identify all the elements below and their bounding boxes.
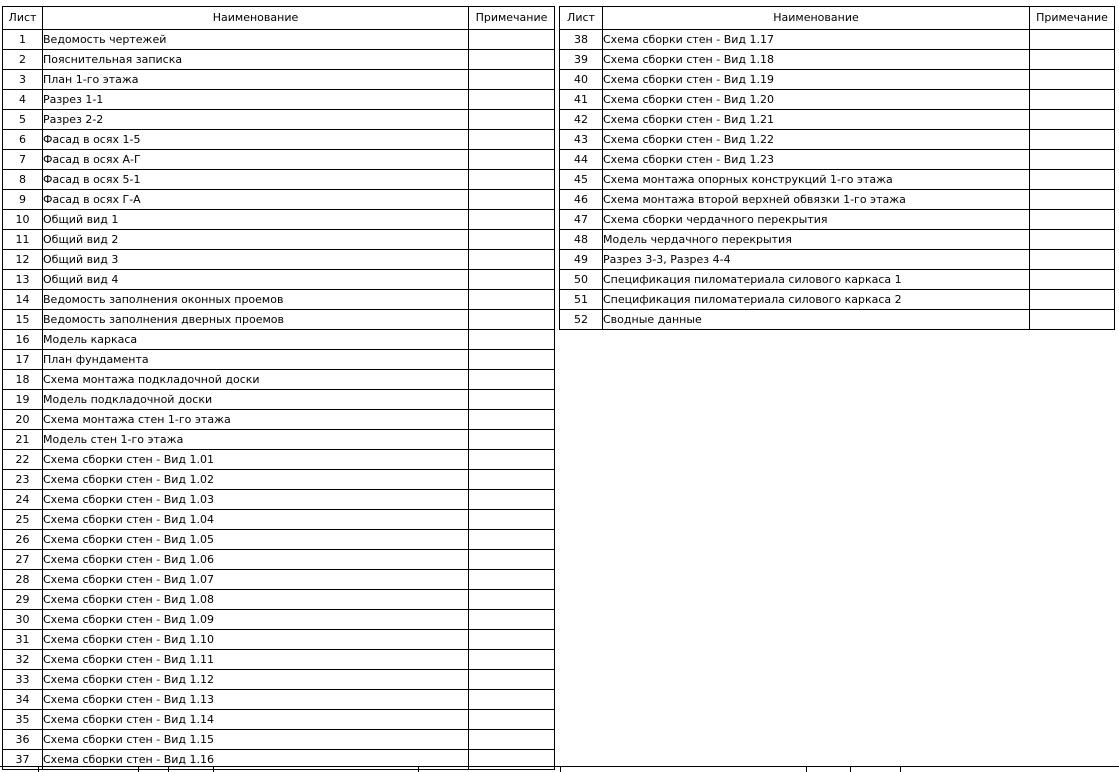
note-cell [469,110,555,130]
sheet-name-cell: Ведомость заполнения оконных проемов [43,290,469,310]
sheet-name-cell: Разрез 1-1 [43,90,469,110]
note-cell [1030,130,1115,150]
sheet-number-cell: 43 [560,130,603,150]
sheet-number-cell: 3 [3,70,43,90]
sheet-number-cell: 21 [3,430,43,450]
sheet-name-cell: Схема сборки стен - Вид 1.10 [43,630,469,650]
sheet-number-cell: 45 [560,170,603,190]
sheet-name-cell: Общий вид 1 [43,210,469,230]
sheet-number-cell: 2 [3,50,43,70]
header-note: Примечание [469,7,555,30]
title-block-edge [0,766,1119,772]
note-cell [1030,70,1115,90]
table-row [3,630,555,650]
table-row [560,90,1115,110]
table-row [560,270,1115,290]
sheet-name-cell: Разрез 2-2 [43,110,469,130]
table-row [3,210,555,230]
sheet-name-cell: Спецификация пиломатериала силового каркаса 2 [603,290,1030,310]
header-sheet: Лист [560,7,603,30]
note-cell [469,510,555,530]
header-name: Наименование [603,7,1030,30]
note-cell [469,710,555,730]
note-cell [469,590,555,610]
sheet-number-cell: 6 [3,130,43,150]
note-cell [469,50,555,70]
table-row [560,70,1115,90]
sheet-name-cell: Фасад в осях А-Г [43,150,469,170]
table-row [3,470,555,490]
note-cell [469,290,555,310]
sheet-number-cell: 11 [3,230,43,250]
note-cell [1030,230,1115,250]
sheet-number-cell: 31 [3,630,43,650]
sheet-name-cell: Общий вид 3 [43,250,469,270]
note-cell [469,370,555,390]
note-cell [1030,290,1115,310]
sheet-number-cell: 7 [3,150,43,170]
header-sheet: Лист [3,7,43,30]
header-row [3,7,555,30]
table-row [3,250,555,270]
table-row [3,30,555,50]
sheet-number-cell: 16 [3,330,43,350]
table-row [3,150,555,170]
sheet-name-cell: Спецификация пиломатериала силового каркаса 1 [603,270,1030,290]
sheet-name-cell: Сводные данные [603,310,1030,330]
sheet-name-cell: Схема сборки стен - Вид 1.08 [43,590,469,610]
sheet-number-cell: 33 [3,670,43,690]
note-cell [469,410,555,430]
sheet-name-cell: Ведомость заполнения дверных проемов [43,310,469,330]
sheet-name-cell: Фасад в осях 1-5 [43,130,469,150]
table-row [3,410,555,430]
note-cell [469,330,555,350]
table-row [3,730,555,750]
sheet-number-cell: 40 [560,70,603,90]
note-cell [469,430,555,450]
table-row [560,250,1115,270]
sheet-name-cell: Модель каркаса [43,330,469,350]
table-row [3,70,555,90]
note-cell [469,570,555,590]
sheet-name-cell: Схема сборки стен - Вид 1.22 [603,130,1030,150]
note-cell [469,190,555,210]
note-cell [469,130,555,150]
sheet-name-cell: Схема сборки стен - Вид 1.15 [43,730,469,750]
sheet-name-cell: Модель подкладочной доски [43,390,469,410]
sheet-number-cell: 38 [560,30,603,50]
table-row [560,50,1115,70]
sheet-number-cell: 25 [3,510,43,530]
table-row [3,350,555,370]
note-cell [1030,30,1115,50]
sheet-name-cell: Общий вид 4 [43,270,469,290]
sheet-name-cell: Схема сборки стен - Вид 1.20 [603,90,1030,110]
table-row [560,130,1115,150]
sheet-number-cell: 18 [3,370,43,390]
sheet-number-cell: 37 [3,750,43,770]
sheet-number-cell: 49 [560,250,603,270]
sheet-name-cell: Схема сборки чердачного перекрытия [603,210,1030,230]
sheet-name-cell: Схема сборки стен - Вид 1.12 [43,670,469,690]
table-row [560,210,1115,230]
table-row [3,690,555,710]
sheet-name-cell: Схема сборки стен - Вид 1.14 [43,710,469,730]
sheet-name-cell: Схема сборки стен - Вид 1.07 [43,570,469,590]
sheet-number-cell: 23 [3,470,43,490]
sheet-number-cell: 22 [3,450,43,470]
sheet-name-cell: Схема монтажа подкладочной доски [43,370,469,390]
sheet-number-cell: 26 [3,530,43,550]
sheet-name-cell: Схема монтажа опорных конструкций 1-го этажа [603,170,1030,190]
note-cell [469,550,555,570]
sheet-number-cell: 51 [560,290,603,310]
header-note: Примечание [1030,7,1115,30]
sheet-name-cell: Схема сборки стен - Вид 1.01 [43,450,469,470]
sheet-number-cell: 50 [560,270,603,290]
drawing-list-table-left [2,6,555,770]
note-cell [1030,270,1115,290]
note-cell [469,230,555,250]
sheet-number-cell: 5 [3,110,43,130]
note-cell [469,490,555,510]
table-row [3,650,555,670]
table-row [3,270,555,290]
note-cell [1030,50,1115,70]
note-cell [469,450,555,470]
sheet-name-cell: Схема сборки стен - Вид 1.19 [603,70,1030,90]
note-cell [1030,310,1115,330]
note-cell [1030,170,1115,190]
sheet-name-cell: Схема сборки стен - Вид 1.17 [603,30,1030,50]
sheet-number-cell: 14 [3,290,43,310]
sheet-number-cell: 48 [560,230,603,250]
table-row [560,190,1115,210]
table-row [3,330,555,350]
sheet-number-cell: 1 [3,30,43,50]
note-cell [469,250,555,270]
sheet-name-cell: Модель стен 1-го этажа [43,430,469,450]
table-row [3,50,555,70]
sheet-number-cell: 44 [560,150,603,170]
sheet-name-cell: Схема сборки стен - Вид 1.02 [43,470,469,490]
sheet-number-cell: 24 [3,490,43,510]
note-cell [469,210,555,230]
sheet-name-cell: Общий вид 2 [43,230,469,250]
note-cell [469,650,555,670]
sheet-number-cell: 52 [560,310,603,330]
table-row [3,570,555,590]
table-row [3,310,555,330]
note-cell [469,350,555,370]
table-row [3,610,555,630]
table-row [560,230,1115,250]
note-cell [469,690,555,710]
note-cell [1030,150,1115,170]
table-row [560,150,1115,170]
sheet-number-cell: 36 [3,730,43,750]
sheet-name-cell: Пояснительная записка [43,50,469,70]
note-cell [1030,110,1115,130]
table-row [3,530,555,550]
table-row [3,370,555,390]
sheet-number-cell: 30 [3,610,43,630]
sheet-name-cell: Схема сборки стен - Вид 1.23 [603,150,1030,170]
sheet-name-cell: Схема сборки стен - Вид 1.05 [43,530,469,550]
sheet-number-cell: 20 [3,410,43,430]
note-cell [1030,90,1115,110]
sheet-name-cell: Модель чердачного перекрытия [603,230,1030,250]
sheet-number-cell: 9 [3,190,43,210]
sheet-name-cell: План фундамента [43,350,469,370]
sheet-number-cell: 13 [3,270,43,290]
table-row [560,170,1115,190]
table-row [3,110,555,130]
table-row [560,30,1115,50]
note-cell [469,90,555,110]
table-row [560,290,1115,310]
table-row [3,550,555,570]
sheet-name-cell: Схема сборки стен - Вид 1.21 [603,110,1030,130]
sheet-number-cell: 35 [3,710,43,730]
table-row [3,710,555,730]
sheet-number-cell: 17 [3,350,43,370]
sheet-name-cell: Разрез 3-3, Разрез 4-4 [603,250,1030,270]
note-cell [469,30,555,50]
table-row [3,590,555,610]
sheet-name-cell: Фасад в осях Г-А [43,190,469,210]
note-cell [469,670,555,690]
sheet-number-cell: 42 [560,110,603,130]
sheet-number-cell: 29 [3,590,43,610]
table-row [3,90,555,110]
table-row [3,130,555,150]
note-cell [469,610,555,630]
note-cell [1030,210,1115,230]
sheet-name-cell: Схема сборки стен - Вид 1.18 [603,50,1030,70]
note-cell [469,70,555,90]
sheet-number-cell: 28 [3,570,43,590]
table-row [3,230,555,250]
sheet-number-cell: 41 [560,90,603,110]
note-cell [469,390,555,410]
sheet-number-cell: 19 [3,390,43,410]
sheet-name-cell: Схема сборки стен - Вид 1.11 [43,650,469,670]
header-row [560,7,1115,30]
sheet-name-cell: Фасад в осях 5-1 [43,170,469,190]
sheet-name-cell: Схема сборки стен - Вид 1.04 [43,510,469,530]
sheet-number-cell: 10 [3,210,43,230]
sheet-number-cell: 34 [3,690,43,710]
sheet-name-cell: Ведомость чертежей [43,30,469,50]
sheet-number-cell: 47 [560,210,603,230]
header-name: Наименование [43,7,469,30]
sheet-number-cell: 4 [3,90,43,110]
table-row [3,670,555,690]
sheet-number-cell: 12 [3,250,43,270]
sheet-name-cell: План 1-го этажа [43,70,469,90]
note-cell [469,470,555,490]
sheet-number-cell: 32 [3,650,43,670]
table-row [3,490,555,510]
note-cell [469,730,555,750]
table-row [3,430,555,450]
sheet-number-cell: 39 [560,50,603,70]
table-row [560,310,1115,330]
table-row [560,110,1115,130]
table-row [3,170,555,190]
table-row [3,390,555,410]
sheet-name-cell: Схема сборки стен - Вид 1.16 [43,750,469,770]
table-row [3,450,555,470]
note-cell [469,170,555,190]
sheet-number-cell: 27 [3,550,43,570]
sheet-number-cell: 8 [3,170,43,190]
note-cell [1030,190,1115,210]
table-row [3,290,555,310]
table-row [3,510,555,530]
sheet-name-cell: Схема сборки стен - Вид 1.09 [43,610,469,630]
sheet-number-cell: 46 [560,190,603,210]
sheet-name-cell: Схема сборки стен - Вид 1.03 [43,490,469,510]
sheet-name-cell: Схема монтажа второй верхней обвязки 1-го этажа [603,190,1030,210]
sheet-name-cell: Схема сборки стен - Вид 1.06 [43,550,469,570]
sheet-number-cell: 15 [3,310,43,330]
note-cell [469,270,555,290]
sheet-name-cell: Схема монтажа стен 1-го этажа [43,410,469,430]
drawing-list-table-right [559,6,1115,330]
note-cell [469,150,555,170]
sheet-name-cell: Схема сборки стен - Вид 1.13 [43,690,469,710]
note-cell [1030,250,1115,270]
note-cell [469,530,555,550]
table-row [3,190,555,210]
note-cell [469,310,555,330]
note-cell [469,630,555,650]
